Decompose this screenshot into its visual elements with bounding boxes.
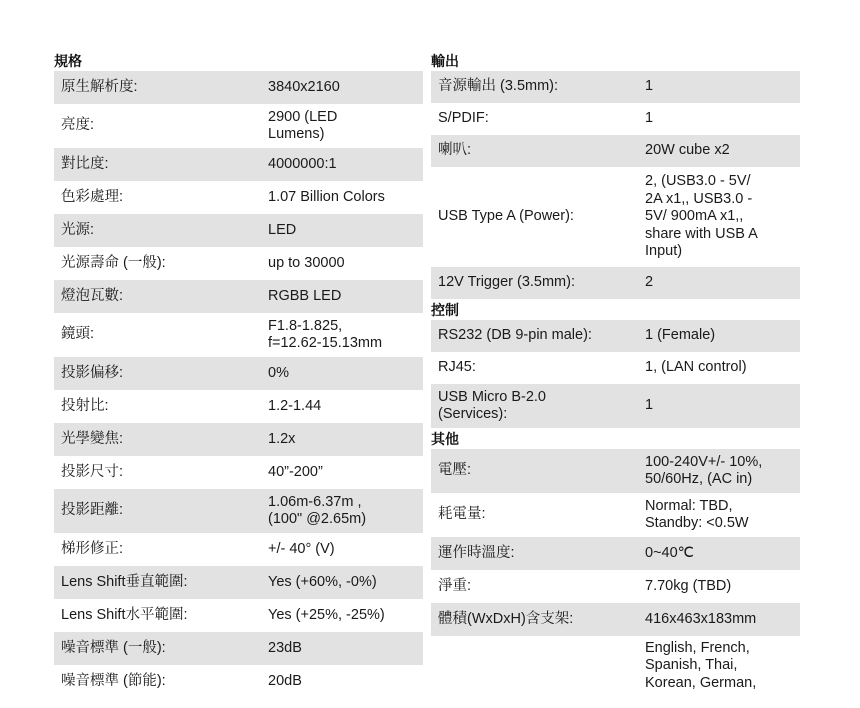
spec-row: [54, 181, 423, 214]
section-title-specs: 規格: [54, 53, 82, 69]
spec-value: 4000000:1: [268, 155, 337, 172]
spec-value: RGBB LED: [268, 287, 342, 304]
spec-label: 鏡頭:: [61, 326, 95, 343]
spec-value: F1.8-1.825, f=12.62-15.13mm: [268, 317, 383, 351]
spec-row: [431, 103, 800, 135]
spec-row: [54, 566, 423, 599]
spec-label: RJ45:: [438, 359, 476, 376]
spec-value: 40”-200”: [268, 463, 323, 480]
spec-column-left: [54, 50, 423, 698]
spec-row: [54, 214, 423, 247]
spec-row: [54, 423, 423, 456]
spec-label: 淨重:: [438, 577, 472, 594]
spec-label: 原生解析度:: [61, 78, 138, 95]
spec-label: RS232 (DB 9-pin male):: [438, 327, 592, 344]
spec-row: [54, 489, 423, 533]
spec-value: Yes (+60%, -0%): [268, 573, 377, 590]
spec-row: [431, 267, 800, 299]
spec-row: [431, 135, 800, 167]
spec-label: 投影尺寸:: [61, 463, 124, 480]
spec-label: 對比度:: [61, 155, 109, 172]
section-title: 控制: [431, 302, 459, 318]
spec-value: Yes (+25%, -25%): [268, 606, 385, 623]
spec-value: 1.2-1.44: [268, 397, 322, 414]
spec-label: USB Micro B-2.0 (Services):: [438, 388, 546, 422]
spec-row: [431, 449, 800, 493]
spec-value: 1.07 Billion Colors: [268, 188, 385, 205]
spec-row: [431, 537, 800, 570]
spec-label: 梯形修正:: [61, 540, 124, 557]
spec-label: 燈泡瓦數:: [61, 287, 124, 304]
spec-label: Lens Shift水平範圍:: [61, 606, 188, 623]
spec-value: 23dB: [268, 639, 302, 656]
spec-label: 光源:: [61, 221, 95, 238]
spec-label: 投影距離:: [61, 502, 124, 519]
spec-row: [431, 71, 800, 103]
spec-row: [54, 247, 423, 280]
spec-value: 416x463x183mm: [645, 610, 757, 627]
spec-row: [54, 148, 423, 181]
spec-value: 0~40℃: [645, 544, 694, 561]
spec-row: [431, 636, 800, 696]
spec-label: 亮度:: [61, 117, 95, 134]
spec-value: 1: [645, 397, 654, 414]
spec-value: 1 (Female): [645, 327, 716, 344]
section-title: 輸出: [431, 53, 459, 69]
spec-row: [431, 320, 800, 352]
spec-value: 2: [645, 274, 654, 291]
spec-row: [54, 632, 423, 665]
spec-value: 20W cube x2: [645, 142, 730, 159]
spec-value: 1.06m-6.37m , (100" @2.65m): [268, 493, 367, 527]
spec-value: LED: [268, 221, 297, 238]
spec-row: [54, 456, 423, 489]
spec-value: 100-240V+/- 10%, 50/60Hz, (AC in): [645, 453, 763, 487]
spec-value: Normal: TBD, Standby: <0.5W: [645, 497, 749, 531]
spec-row: [54, 71, 423, 104]
spec-label: 耗電量:: [438, 506, 486, 523]
spec-label: 喇叭:: [438, 142, 472, 159]
spec-label: S/PDIF:: [438, 110, 489, 127]
spec-label: 運作時溫度:: [438, 544, 515, 561]
spec-value: 7.70kg (TBD): [645, 577, 732, 594]
spec-column-right: [431, 50, 800, 696]
spec-label: 12V Trigger (3.5mm):: [438, 274, 575, 291]
spec-row: [54, 665, 423, 698]
spec-value: up to 30000: [268, 254, 345, 271]
spec-label: Lens Shift垂直範圍:: [61, 573, 188, 590]
spec-label: 噪音標準 (節能):: [61, 672, 166, 689]
spec-label: 體積(WxDxH)含支架:: [438, 610, 574, 627]
spec-value: 1.2x: [268, 430, 296, 447]
spec-value: 20dB: [268, 672, 302, 689]
spec-value: 1: [645, 110, 654, 127]
spec-value: 1: [645, 78, 654, 95]
spec-row: [54, 533, 423, 566]
spec-value: 0%: [268, 364, 289, 381]
spec-row: [54, 390, 423, 423]
spec-row: [54, 280, 423, 313]
spec-label: 電壓:: [438, 462, 472, 479]
spec-row: [431, 603, 800, 636]
spec-label: 投射比:: [61, 397, 109, 414]
spec-row: [54, 599, 423, 632]
spec-value: 1, (LAN control): [645, 359, 747, 376]
spec-value: 2, (USB3.0 - 5V/ 2A x1,, USB3.0 - 5V/ 900mA x1,, share with USB A Input): [645, 173, 758, 260]
spec-value: 3840x2160: [268, 78, 340, 95]
spec-row: [431, 384, 800, 428]
spec-label: 光源壽命 (一般):: [61, 254, 166, 271]
spec-row: [54, 357, 423, 390]
spec-label: 投影偏移:: [61, 364, 124, 381]
spec-label: 色彩處理:: [61, 188, 124, 205]
spec-label: 音源輸出 (3.5mm):: [438, 78, 559, 95]
spec-value: +/- 40° (V): [268, 540, 335, 557]
spec-label: 噪音標準 (一般):: [61, 639, 166, 656]
spec-row: [431, 352, 800, 384]
spec-label: USB Type A (Power):: [438, 208, 574, 225]
spec-value: 2900 (LED Lumens): [268, 108, 338, 142]
section-title: 其他: [431, 431, 459, 447]
spec-row: [431, 570, 800, 603]
spec-row: [431, 167, 800, 267]
spec-row: [54, 104, 423, 148]
spec-row: [54, 313, 423, 357]
spec-value: English, French, Spanish, Thai, Korean, German,: [645, 639, 757, 691]
spec-row: [431, 493, 800, 537]
spec-label: 光學變焦:: [61, 430, 124, 447]
